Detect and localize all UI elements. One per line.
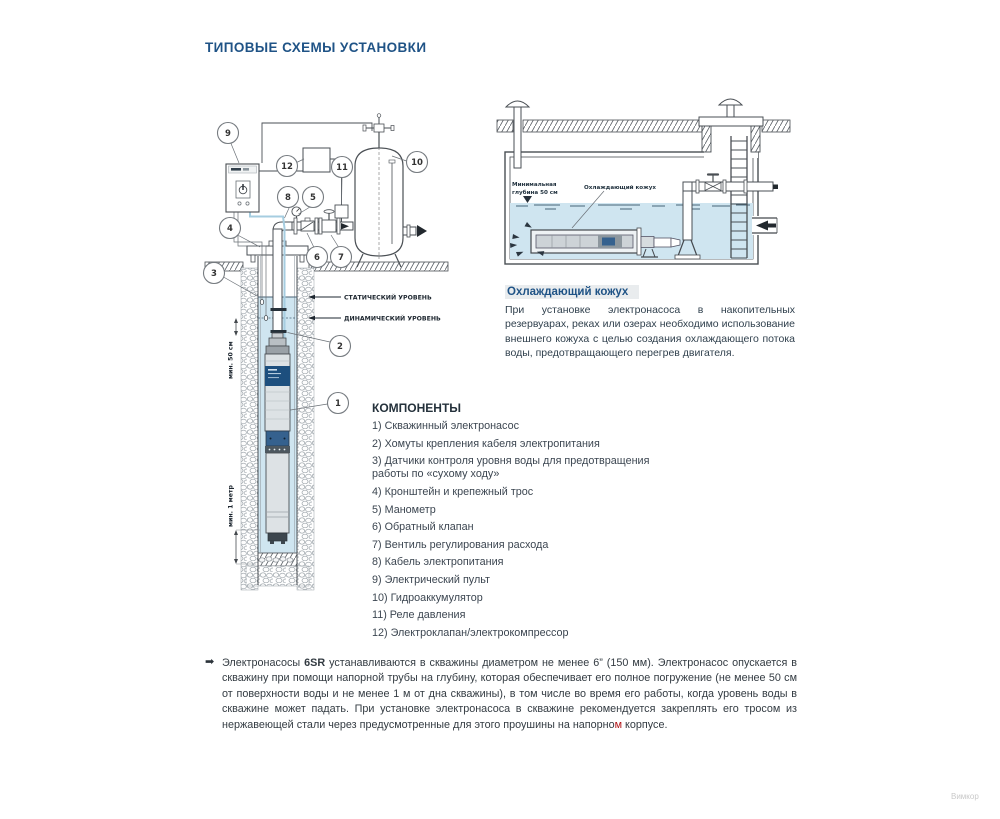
- svg-text:6: 6: [314, 253, 320, 263]
- static-level-label: [308, 293, 432, 302]
- svg-text:ДИНАМИЧЕСКИЙ УРОВЕНЬ: ДИНАМИЧЕСКИЙ УРОВЕНЬ: [344, 315, 441, 323]
- svg-text:1: 1: [335, 399, 341, 409]
- component-item: 12) Электроклапан/электрокомпрессор: [372, 626, 569, 639]
- footnote-lead: Электронасосы: [222, 657, 305, 669]
- min-depth-label-line1: Минимальная: [512, 182, 557, 188]
- vent-pipe-right: [719, 99, 742, 117]
- dynamic-level-label: [308, 314, 441, 323]
- well-wall-left: [241, 268, 258, 590]
- callout-2: [330, 336, 351, 357]
- component-item: 7) Вентиль регулирования расхода: [372, 538, 549, 551]
- cooling-jacket-heading: Охлаждающий кожух: [505, 285, 639, 299]
- callout-3: [204, 263, 225, 284]
- cable-clamp: [271, 308, 287, 311]
- pressure-switch: [335, 205, 348, 218]
- svg-text:4: 4: [227, 224, 233, 234]
- footnote-red-char: м: [614, 718, 623, 731]
- installation-footnote: [205, 656, 797, 733]
- svg-text:2: 2: [337, 342, 343, 352]
- svg-text:7: 7: [338, 253, 344, 263]
- inlet-pipe: [752, 216, 778, 235]
- svg-text:8: 8: [285, 193, 291, 203]
- component-item: 1) Скважинный электронасос: [372, 420, 519, 432]
- callout-7: [331, 247, 352, 268]
- component-item: 2) Хомуты крепления кабеля электропитания: [372, 437, 600, 450]
- pump-model: 6SR: [304, 657, 326, 669]
- footnote-tail: корпусе.: [622, 718, 668, 731]
- component-item: 10) Гидроаккумулятор: [372, 591, 483, 604]
- callout-10: [407, 152, 428, 173]
- component-item: 5) Манометр: [372, 503, 436, 516]
- watermark: Вимкор: [951, 792, 979, 801]
- submersible-pump: [265, 333, 290, 544]
- callout-6: [307, 247, 328, 268]
- component-item: 11) Реле давления: [372, 609, 466, 622]
- component-item: 8) Кабель электропитания: [372, 556, 504, 569]
- callout-9: [218, 123, 239, 144]
- svg-text:мин. 1 метр: мин. 1 метр: [227, 485, 235, 527]
- outlet-arrow: [417, 225, 427, 237]
- pressure-tank: [355, 114, 427, 267]
- control-panel: [226, 164, 259, 212]
- cooling-jacket-label: Охлаждающий кожух: [584, 185, 656, 191]
- svg-text:10: 10: [411, 158, 423, 168]
- cooling-jacket-paragraph: При установке электронасоса в накопительных резервуарах, реках или озерах необходимо использование внешнего кожуха с целью создания охлаждающего потока воды, предотвращающего перегрев двигателя.: [505, 304, 795, 360]
- level-probe: [260, 300, 263, 305]
- svg-text:3: 3: [211, 269, 217, 279]
- min-depth-label-line2: глубина 50 см: [512, 190, 558, 196]
- svg-text:12: 12: [281, 162, 293, 172]
- svg-text:СТАТИЧЕСКИЙ УРОВЕНЬ: СТАТИЧЕСКИЙ УРОВЕНЬ: [344, 294, 432, 302]
- flow-regulating-valve: [322, 220, 336, 232]
- well-wall-right: [297, 268, 314, 590]
- callout-1: [328, 393, 349, 414]
- callout-11: [332, 157, 353, 178]
- arrow-bullet-icon: ➡: [205, 656, 215, 668]
- reservoir-diagram: [495, 88, 795, 288]
- components-list: [372, 420, 686, 644]
- component-item: 3) Датчики контроля уровня воды для предотвращения работы по «сухому ходу»: [372, 455, 650, 481]
- svg-text:5: 5: [310, 193, 316, 203]
- callout-12: [277, 156, 298, 177]
- component-item: 6) Обратный клапан: [372, 521, 474, 534]
- electrovalve-box: [303, 148, 330, 172]
- callout-5: [303, 187, 324, 208]
- callout-8: [278, 187, 299, 208]
- callout-4: [220, 218, 241, 239]
- dimension-min-50cm: [228, 318, 239, 379]
- footnote-body: устанавливаются в скважины диаметром не менее 6” (150 мм). Электронасос опускается в скважину при помощи напорной трубы на глубину, которая обеспечивает его полное погружение (не менее 50 см от поверхности воды и не менее 1 м от дна скважины), в том числе во время его работы, когда уровень воды в скважине может падать. При установке электронасоса в скважине рекомендуется закреплять его тросом из нержавеющей стали через предусмотренные для этого проушины на напорно: [222, 657, 797, 731]
- components-heading: КОМПОНЕНТЫ: [372, 401, 462, 415]
- riser-pipe: [273, 229, 282, 338]
- component-item: 4) Кронштейн и крепежный трос: [372, 485, 534, 498]
- cable-clamp: [271, 330, 287, 333]
- svg-text:мин. 50 см: мин. 50 см: [227, 341, 235, 379]
- svg-text:11: 11: [336, 163, 348, 173]
- svg-text:9: 9: [225, 129, 231, 139]
- component-item: 9) Электрический пульт: [372, 573, 490, 586]
- page-title: ТИПОВЫЕ СХЕМЫ УСТАНОВКИ: [205, 40, 427, 55]
- level-probe: [264, 316, 267, 321]
